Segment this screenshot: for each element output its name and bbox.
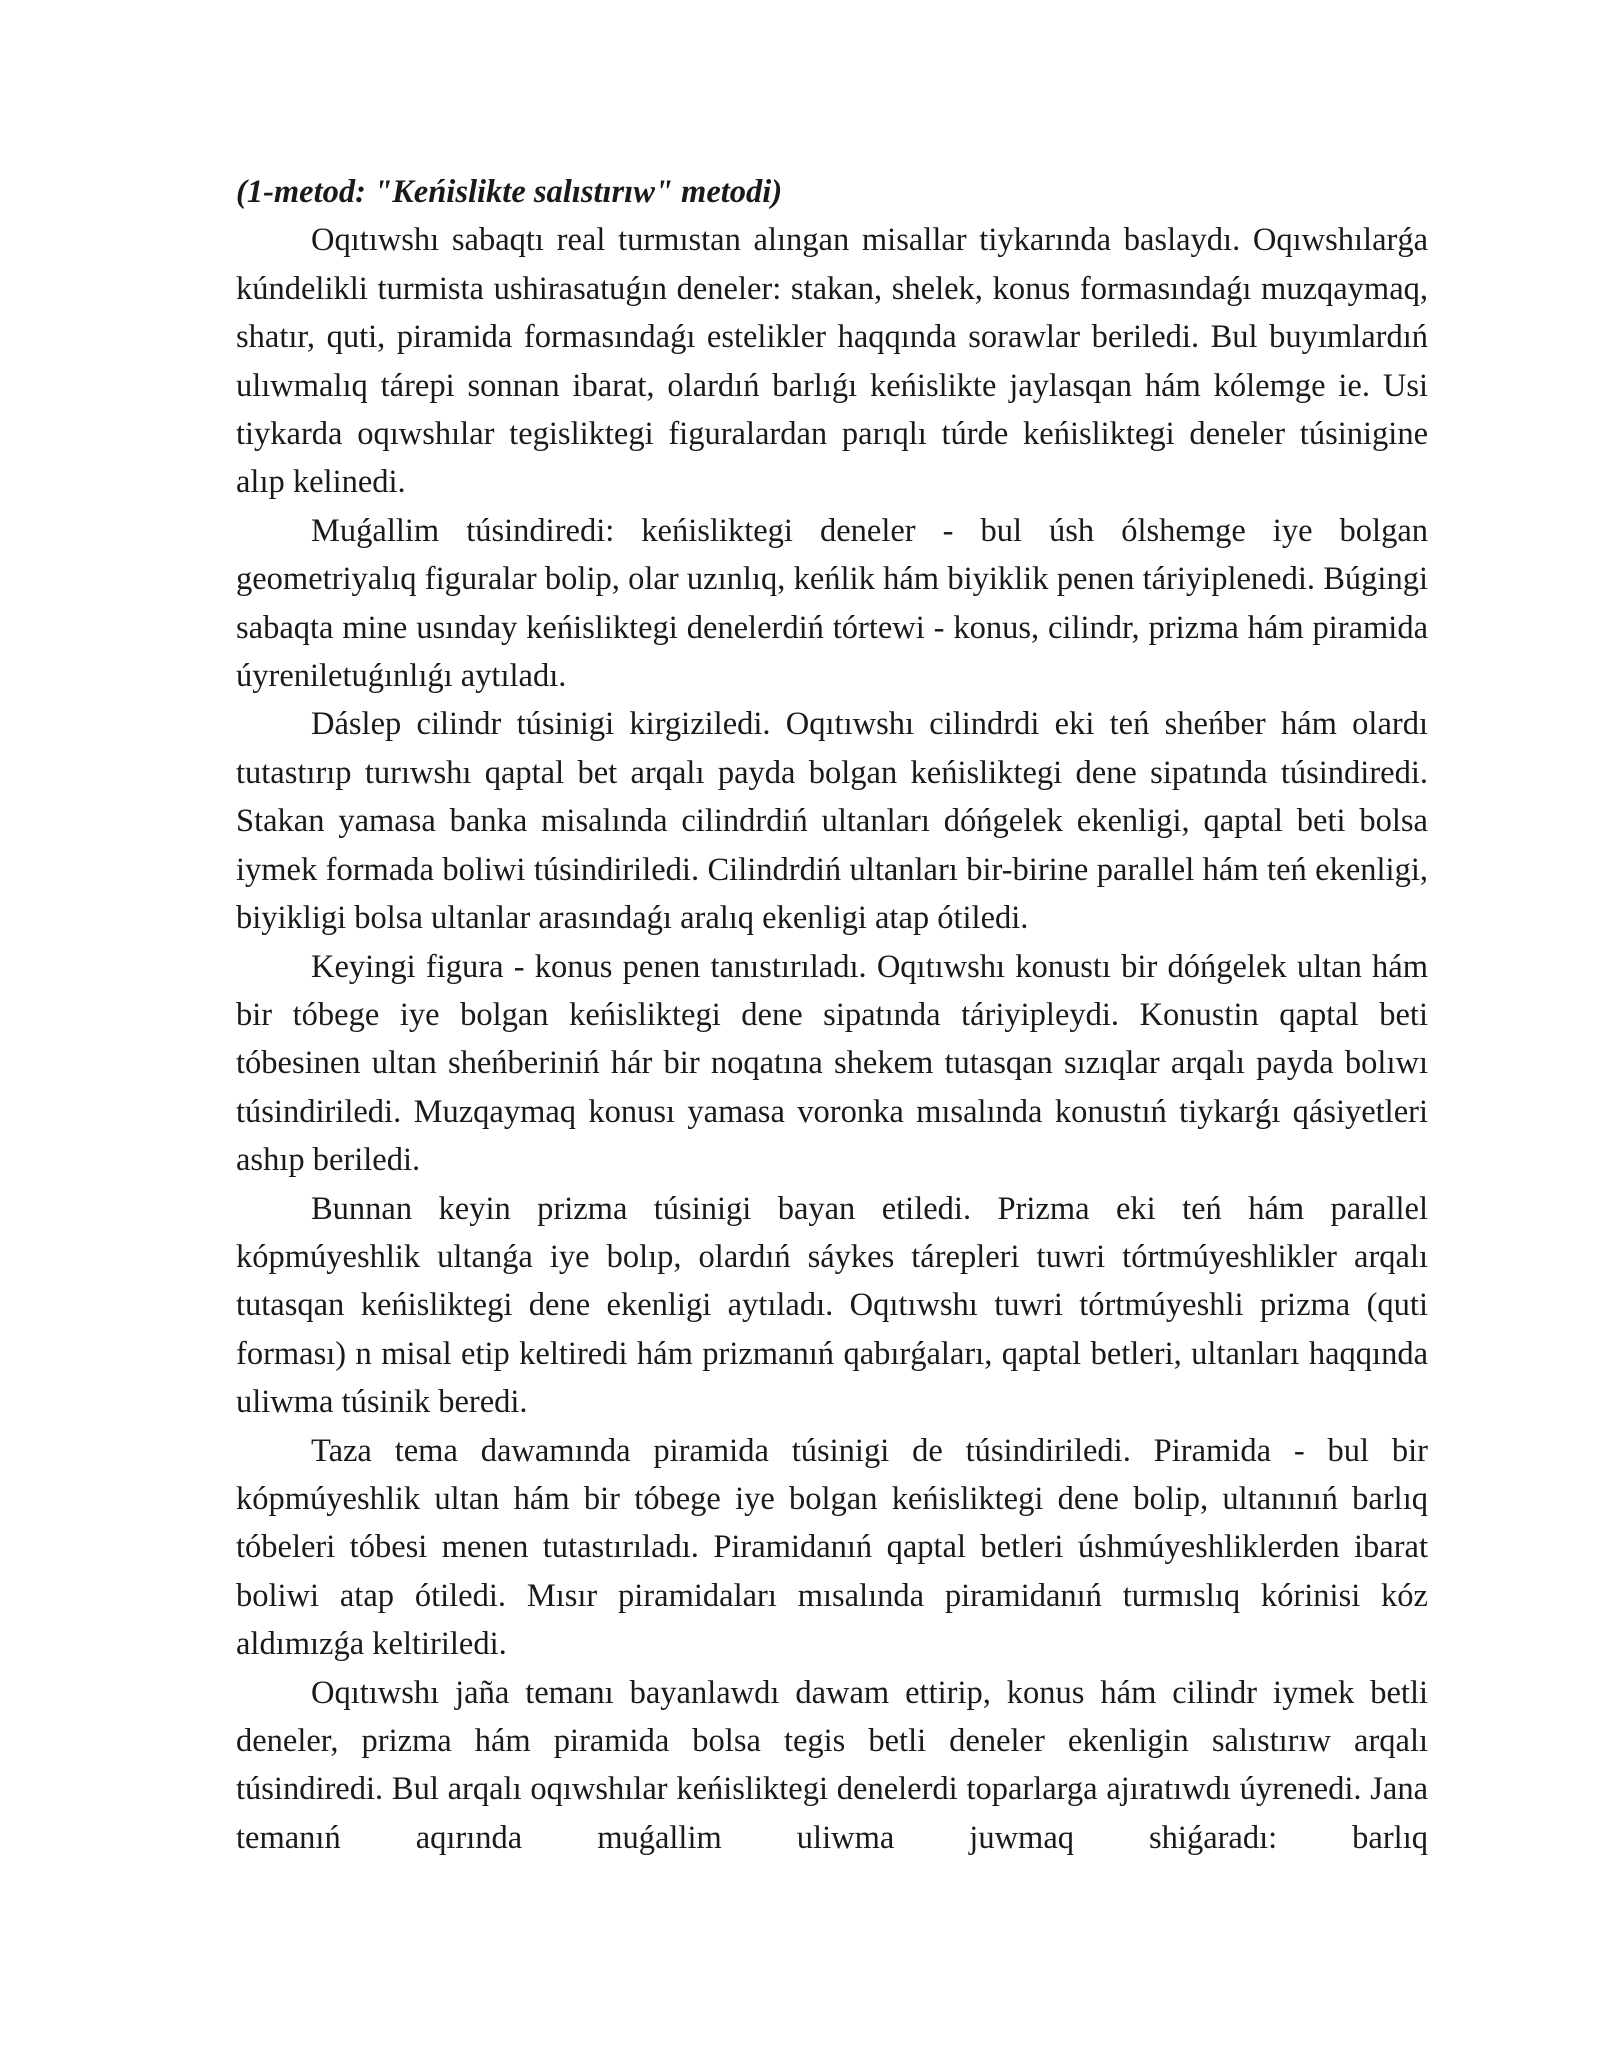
paragraph-definition: Muǵallim túsindiredi: keńisliktegi deneler - bul úsh ólshemge iye bolgan geometriyalıq figuralar bolip, olar uzınlıq, keńlik hám biyiklik penen táriyiplenedi. Búgingi sabaqta mine usınday keńisliktegi denelerdiń tórtewi - konus, cilindr, prizma hám piramida úyreniletuǵınlıǵı aytıladı. xyxy=(236,512,1428,695)
paragraph-cylinder: Dáslep cilindr túsinigi kirgiziledi. Oqıtıwshı cilindrdi eki teń sheńber hám olardı tutastırıp turıwshı qaptal bet arqalı payda bolgan keńisliktegi dene sipatında túsindiredi. Stakan yamasa banka misalında cilindrdiń ultanları dóńgelek ekenligi, qaptal beti bolsa iymek formada boliwi túsindiriledi. Cilindrdiń ultanları bir-birine parallel hám teń ekenligi, biyikligi bolsa ultanlar arasındaǵı aralıq ekenligi atap ótiledi. xyxy=(236,706,1428,937)
section-heading: (1-metod: "Keńislikte salıstırıw" metodi) xyxy=(236,174,783,210)
document-body xyxy=(236,168,1428,1862)
paragraph-comparison: Oqıtıwshı jaña temanı bayanlawdı dawam ettirip, konus hám cilindr iymek betli deneler, prizma hám piramida bolsa tegis betli deneler ekenligin salıstırıw arqalı túsindiredi. Bul arqalı oqıwshılar keńisliktegi denelerdi toparlarga ajıratıwdı úyrenedi. Jana temanıń aqırında muǵallim uliwma juwmaq shiǵaradı: barlıq xyxy=(236,1674,1428,1856)
paragraph-pyramid: Taza tema dawamında piramida túsinigi de túsindiriledi. Piramida - bul bir kópmúyeshlik ultan hám bir tóbege iye bolgan keńisliktegi dene bolip, ultanınıń barlıq tóbeleri tóbesi menen tutastırıladı. Piramidanıń qaptal betleri úshmúyeshliklerden ibarat boliwi atap ótiledi. Mısır piramidaları mısalında piramidanıń turmıslıq kórinisi kóz aldımızǵa keltiriledi. xyxy=(236,1432,1428,1663)
paragraph-prism: Bunnan keyin prizma túsinigi bayan etiledi. Prizma eki teń hám parallel kópmúyeshlik ultanǵa iye bolıp, olardıń sáykes tárepleri tuwri tórtmúyeshlikler arqalı tutasqan keńisliktegi dene ekenligi aytıladı. Oqıtıwshı tuwri tórtmúyeshli prizma (quti forması) n misal etip keltiredi hám prizmanıń qabırǵaları, qaptal betleri, ultanları haqqında uliwma túsinik beredi. xyxy=(236,1190,1428,1421)
paragraph-intro: Oqıtıwshı sabaqtı real turmıstan alıngan misallar tiykarında baslaydı. Oqıwshılarǵa kúndelikli turmista ushirasatuǵın deneler: stakan, shelek, konus formasındaǵı muzqaymaq, shatır, quti, piramida formasındaǵı estelikler haqqında sorawlar beriledi. Bul buyımlardıń ulıwmalıq tárepi sonnan ibarat, olardıń barlıǵı keńislikte jaylasqan hám kólemge ie. Usi tiykarda oqıwshılar tegisliktegi figuralardan parıqlı túrde keńisliktegi deneler túsinigine alıp kelinedi. xyxy=(236,222,1428,501)
paragraph-cone: Keyingi figura - konus penen tanıstırıladı. Oqıtıwshı konustı bir dóńgelek ultan hám bir tóbege iye bolgan keńisliktegi dene sipatında táriyipleydi. Konustin qaptal beti tóbesinen ultan sheńberiniń hár bir noqatına shekem tutasqan sızıqlar arqalı payda bolıwı túsindiriledi. Muzqaymaq konusı yamasa voronka mısalında konustıń tiykarǵı qásiyetleri ashıp beriledi. xyxy=(236,948,1428,1179)
